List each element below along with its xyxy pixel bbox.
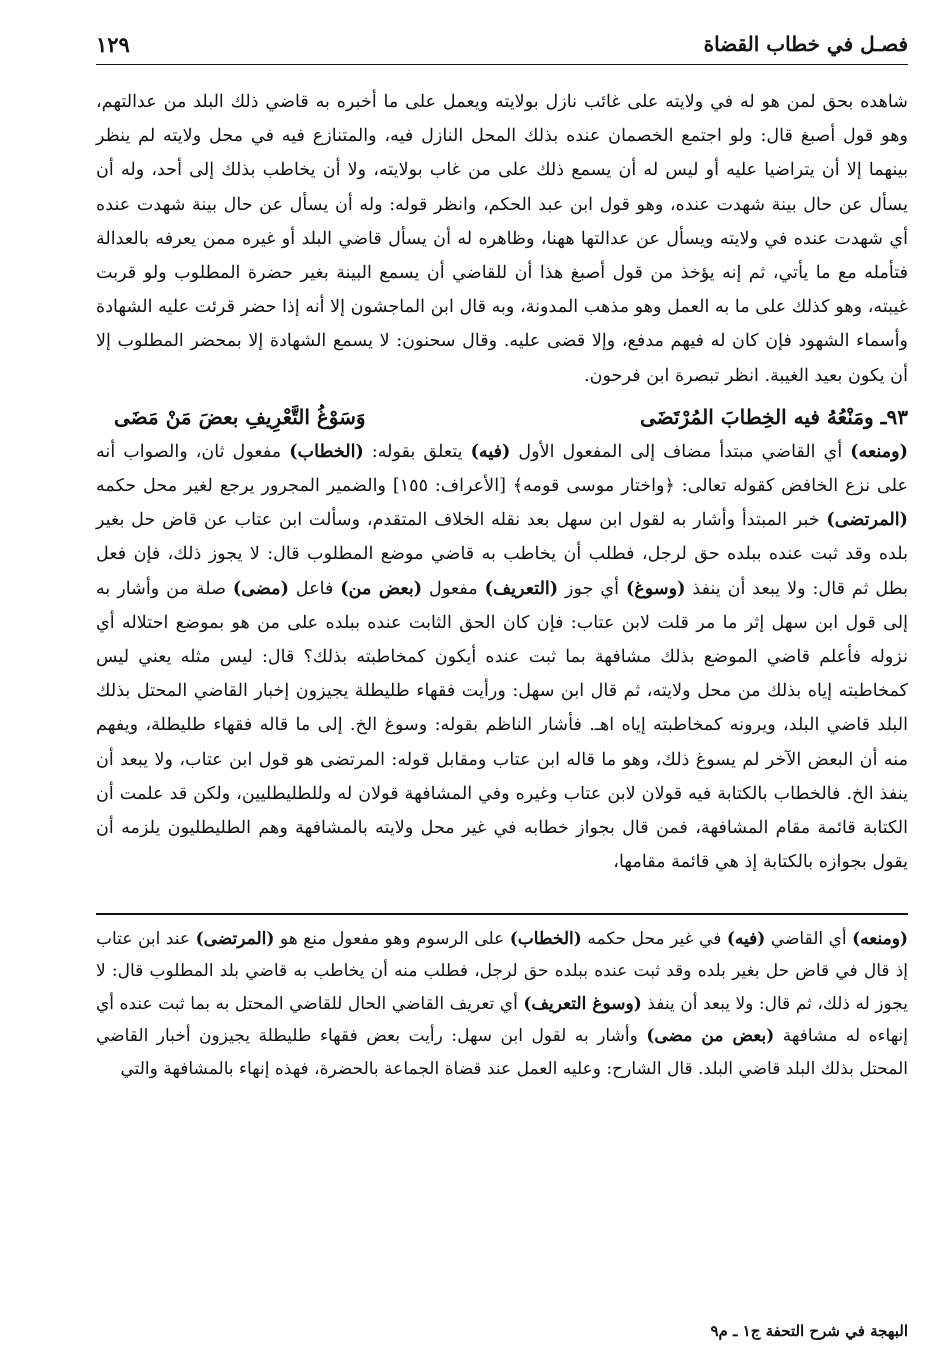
verse-number: ٩٣	[886, 404, 908, 429]
footnote-term: (الخطاب)	[509, 928, 582, 949]
commentary-text: أي القاضي مبتدأ مضاف إلى المفعول الأول	[510, 441, 851, 462]
commentary-term: (المرتضى)	[826, 509, 908, 531]
footnote-text: على الرسوم وهو مفعول منع هو	[274, 928, 510, 949]
footnote-text: وأشار به لقول ابن سهل: رأيت بعض فقهاء طليطلة يجيزون أخبار القاضي المحتل بذلك البلد قاضي البلد. قال الشارح: وعليه العمل عند قضاة الجماعة بالحضرة، فهذه إنهاء بالمشافهة والتي	[96, 1026, 908, 1080]
verse-first-half-text: ـ ومَنْعُهُ فيه الخِطابَ المُرْتَضَى	[639, 404, 887, 429]
footnote-term: (وسوغ التعريف)	[523, 993, 642, 1014]
footnote-term: (المرتضى)	[195, 928, 275, 949]
footnote-text: في غير محل حكمه	[581, 928, 727, 949]
verse-second-hemistich: وَسَوْغُ التَّعْرِيفِ بعضَ مَنْ مَضَى	[114, 404, 366, 429]
commentary-paragraph	[96, 435, 908, 880]
commentary-term: (بعض من)	[340, 577, 423, 599]
main-text-block	[96, 85, 908, 879]
footnote-text: أي تعريف القاضي الحال للقاضي المحتل به بما ثبت عنده أي إنهاءه له مشافهة	[96, 993, 909, 1047]
book-signature: البهجة في شرح التحفة ج١ ـ م٩	[710, 1322, 908, 1340]
footnote-text: عند ابن عتاب إذ قال في قاض حل بغير بلده وقد ثبت عنده ببلده حق لرجل، فطلب منه أن يخاطب به قاضي بلد المطلوب قال: لا يجوز له ذلك، ثم قال: ولا يبعد أن ينفذ	[96, 928, 909, 1014]
footnote-term: (فيه)	[726, 928, 766, 949]
verse-first-hemistich	[640, 399, 908, 435]
commentary-text: خبر المبتدأ وأشار به لقول ابن سهل بعد نقله الخلاف المتقدم، وسألت ابن عتاب عن قاض حل بغير بلده وقد ثبت عنده ببلده حق لرجل، فطلب أن يخاطب به قاضي موضع المطلوب قال: لا يجوز ذلك، فإن فعل بطل ثم قال: ولا يبعد أن ينفذ	[96, 510, 909, 599]
footnote-term: (بعض من مضى)	[646, 1026, 775, 1047]
chapter-title: فصـل في خطاب القضاة	[703, 32, 908, 56]
commentary-text: مفعول ثان، والصواب أنه على نزع الخافض كقوله تعالى: ﴿واختار موسى قومه﴾ [الأعراف: ١٥٥] والضمير المجرور يرجع لغير محل حكمه	[96, 441, 908, 497]
footnote-paragraph	[96, 923, 908, 1086]
footnote-block	[96, 923, 908, 1086]
footnote-divider	[96, 913, 908, 914]
commentary-term: (مضى)	[232, 577, 289, 599]
commentary-term: (فيه)	[470, 440, 511, 462]
commentary-term: (الخطاب)	[289, 440, 364, 462]
commentary-text: مفعول	[422, 578, 485, 599]
book-page	[96, 30, 908, 1350]
commentary-text: يتعلق بقوله:	[363, 441, 471, 462]
running-header	[96, 30, 908, 65]
commentary-term: (التعريف)	[484, 577, 559, 599]
footnote-text: أي القاضي	[765, 928, 853, 949]
page-number: ١٢٩	[96, 32, 130, 57]
commentary-term: (وسوغ)	[625, 577, 686, 599]
footnote-term: (ومنعه)	[852, 928, 908, 949]
body-paragraph: شاهده بحق لمن هو له في ولايته على غائب نازل بولايته ويعمل على ما أخبره به قاضي ذلك البلد من عدالتهم، وهو قول أصبغ قال: ولو اجتمع الخصمان عنده بذلك المحل النازل فيه، والمتنازع فيه في محل ولايته لم ينظر بينهما إلا أن يتراضيا عليه أو ليس له أن يسمع ذلك على من غاب بولايته، ولا أن يخاطب بذلك إلى أحد، وله أن يسأل عن حال بينة شهدت عنده، وهو قول ابن عبد الحكم، وانظر قوله: وله أن يسأل عن حال بينة شهدت عنده أي شهدت عنده في ولايته ويسأل عن عدالتها ههنا، وظاهره له أن يسأل قاضي البلد أو غيره ممن يعرفه بالعدالة فتأمله مع ما يأتي، ثم إنه يؤخذ من قول أصبغ هذا أن للقاضي أن يسمع البينة بغير حضرة المطلوب ولو قربت غيبته، وهو كذلك على ما به العمل وهو مذهب المدونة، وبه قال ابن الماجشون إلا أنه إذا حضر قرئت عليه الشهادة وأسماء الشهود فإن كان له فيهم مدفع، وإلا قضى عليه. وقال سحنون: لا يسمع الشهادة إلا بمحضر المطلوب إلا أن يكون بعيد الغيبة. انظر تبصرة ابن فرحون.	[96, 92, 908, 386]
commentary-text: فاعل	[288, 578, 341, 599]
commentary-term: (ومنعه)	[850, 440, 908, 462]
verse-line	[96, 399, 908, 435]
commentary-text: صلة من وأشار به إلى قول ابن سهل إثر ما مر قلت لابن عتاب: فإن كان الحق الثابت عنده ببلده على من هو بموضع احتلاله أي نزوله فأعلم قاضي الموضع بذلك مشافهة بما ثبت عنده أيكون كمخاطبته بذلك؟ قال: ليس مثله يعني ليس كمخاطبته إياه بذلك من محل ولايته، ثم قال ابن سهل: ورأيت فقهاء طليطلة يجيزون إخبار القاضي المحتل بذلك البلد قاضي البلد، ويرونه كمخاطبته إياه اهـ. فأشار الناظم بقوله: وسوغ الخ. إلى ما قاله فقهاء طليطلة، ويفهم منه أن البعض الآخر لم يسوغ ذلك، وهو ما قاله ابن عتاب ومقابل قوله: المرتضى هو قول ابن عتاب، ولا يبعد أن ينفذ الخ. فالخطاب بالكتابة فيه قولان لابن عتاب وغيره وفي المشافهة قولان له وللطليطليين، ولكن قد علمت أن الكتابة قائمة مقام المشافهة، فمن قال بجواز خطابه في غير محل ولايته بالمشافهة وهم الطليطليون يلزمه أن يقول بجوازه بالكتابة إذ هي قائمة مقامها،	[96, 578, 908, 873]
commentary-text: أي جوز	[558, 578, 626, 599]
